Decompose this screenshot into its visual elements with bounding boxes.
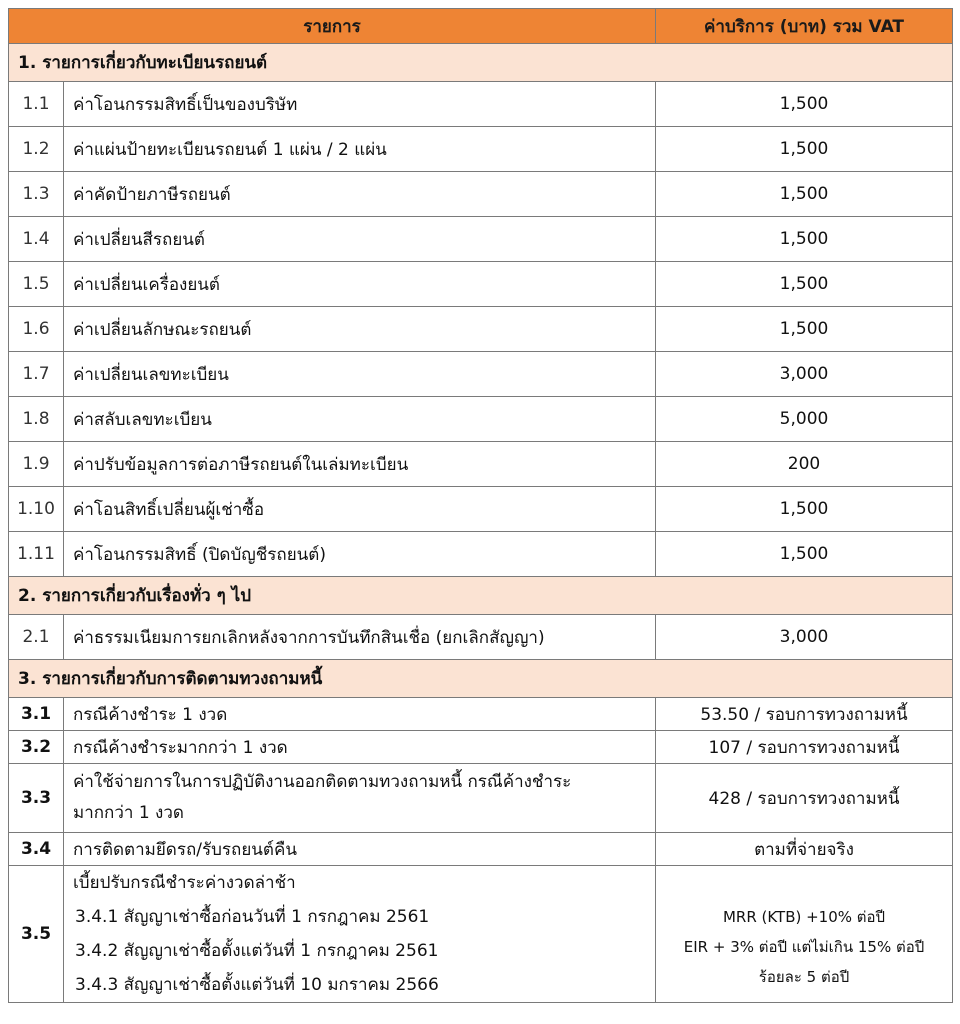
table-row bbox=[9, 307, 953, 352]
table-row bbox=[9, 615, 953, 660]
table-row bbox=[9, 764, 953, 833]
row-item: กรณีค้างชำระมากกว่า 1 งวด bbox=[64, 731, 656, 764]
row-item: ค่าเปลี่ยนลักษณะรถยนต์ bbox=[64, 307, 656, 352]
row-item: ค่าคัดป้ายภาษีรถยนต์ bbox=[64, 172, 656, 217]
row-item: ค่าแผ่นป้ายทะเบียนรถยนต์ 1 แผ่น / 2 แผ่น bbox=[64, 127, 656, 172]
row-item: ค่าโอนสิทธิ์เปลี่ยนผู้เช่าซื้อ bbox=[64, 487, 656, 532]
row-item-line: มากกว่า 1 งวด bbox=[73, 803, 184, 823]
row-fee: 3,000 bbox=[656, 352, 953, 397]
row-item: ค่าเปลี่ยนเลขทะเบียน bbox=[64, 352, 656, 397]
row-number: 3.2 bbox=[9, 731, 64, 764]
row-fee: 1,500 bbox=[656, 217, 953, 262]
row-number: 1.6 bbox=[9, 307, 64, 352]
section-row bbox=[9, 577, 953, 615]
row-fee: 1,500 bbox=[656, 172, 953, 217]
header-item: รายการ bbox=[9, 9, 656, 44]
table-row bbox=[9, 731, 953, 764]
row-fee: 3,000 bbox=[656, 615, 953, 660]
table-row bbox=[9, 397, 953, 442]
table-row bbox=[9, 82, 953, 127]
fee-table bbox=[8, 8, 953, 1003]
table-row bbox=[9, 172, 953, 217]
row-number: 1.1 bbox=[9, 82, 64, 127]
row-item: การติดตามยึดรถ/รับรถยนต์คืน bbox=[64, 833, 656, 866]
row-fee: 1,500 bbox=[656, 127, 953, 172]
section-row bbox=[9, 44, 953, 82]
row-number: 3.4 bbox=[9, 833, 64, 866]
row-fee: 428 / รอบการทวงถามหนี้ bbox=[656, 764, 953, 833]
row-item: กรณีค้างชำระ 1 งวด bbox=[64, 698, 656, 731]
row-fee bbox=[656, 866, 953, 1003]
table-row bbox=[9, 217, 953, 262]
row-number: 1.2 bbox=[9, 127, 64, 172]
table-row bbox=[9, 262, 953, 307]
row-item: ค่าธรรมเนียมการยกเลิกหลังจากการบันทึกสินเชื่อ (ยกเลิกสัญญา) bbox=[64, 615, 656, 660]
row-number: 1.5 bbox=[9, 262, 64, 307]
fee-line: MRR (KTB) +10% ต่อปี bbox=[722, 908, 886, 926]
table-header-row bbox=[9, 9, 953, 44]
row-fee: 200 bbox=[656, 442, 953, 487]
row-fee: 53.50 / รอบการทวงถามหนี้ bbox=[656, 698, 953, 731]
row-number: 1.7 bbox=[9, 352, 64, 397]
row-item: ค่าปรับข้อมูลการต่อภาษีรถยนต์ในเล่มทะเบียน bbox=[64, 442, 656, 487]
fee-line: EIR + 3% ต่อปี แต่ไม่เกิน 15% ต่อปี bbox=[683, 938, 925, 956]
section-title: 1. รายการเกี่ยวกับทะเบียนรถยนต์ bbox=[9, 44, 953, 82]
row-number: 1.10 bbox=[9, 487, 64, 532]
row-fee: 1,500 bbox=[656, 487, 953, 532]
table-row bbox=[9, 352, 953, 397]
row-item: ค่าเปลี่ยนสีรถยนต์ bbox=[64, 217, 656, 262]
fee-table-container bbox=[8, 8, 952, 1003]
row-fee: 107 / รอบการทวงถามหนี้ bbox=[656, 731, 953, 764]
sub-item: 3.4.2 สัญญาเช่าซื้อตั้งแต่วันที่ 1 กรกฎาคม 2561 bbox=[75, 941, 439, 961]
row-item: ค่าโอนกรรมสิทธิ์ (ปิดบัญชีรถยนต์) bbox=[64, 532, 656, 577]
row-item-title: เบี้ยปรับกรณีชำระค่างวดล่าช้า bbox=[73, 873, 296, 893]
table-row bbox=[9, 698, 953, 731]
row-number: 1.4 bbox=[9, 217, 64, 262]
table-row bbox=[9, 487, 953, 532]
row-number: 1.3 bbox=[9, 172, 64, 217]
sub-item: 3.4.1 สัญญาเช่าซื้อก่อนวันที่ 1 กรกฎาคม 2561 bbox=[75, 907, 430, 927]
table-row bbox=[9, 442, 953, 487]
row-fee: 1,500 bbox=[656, 82, 953, 127]
section-row bbox=[9, 660, 953, 698]
row-number: 3.3 bbox=[9, 764, 64, 833]
section-title: 2. รายการเกี่ยวกับเรื่องทั่ว ๆ ไป bbox=[9, 577, 953, 615]
row-item bbox=[64, 764, 656, 833]
row-number: 3.5 bbox=[9, 866, 64, 1003]
row-item: ค่าโอนกรรมสิทธิ์เป็นของบริษัท bbox=[64, 82, 656, 127]
table-row bbox=[9, 127, 953, 172]
table-row bbox=[9, 866, 953, 1003]
row-fee: 5,000 bbox=[656, 397, 953, 442]
row-item-line: ค่าใช้จ่ายการในการปฏิบัติงานออกติดตามทวงถามหนี้ กรณีค้างชำระ bbox=[73, 772, 572, 792]
table-row bbox=[9, 532, 953, 577]
row-number: 1.8 bbox=[9, 397, 64, 442]
row-number: 3.1 bbox=[9, 698, 64, 731]
header-fee: ค่าบริการ (บาท) รวม VAT bbox=[656, 9, 953, 44]
row-fee: 1,500 bbox=[656, 307, 953, 352]
section1-body bbox=[9, 82, 953, 577]
row-item: ค่าเปลี่ยนเครื่องยนต์ bbox=[64, 262, 656, 307]
table-row bbox=[9, 833, 953, 866]
row-fee: 1,500 bbox=[656, 532, 953, 577]
row-number: 1.9 bbox=[9, 442, 64, 487]
sub-item: 3.4.3 สัญญาเช่าซื้อตั้งแต่วันที่ 10 มกราคม 2566 bbox=[75, 975, 439, 995]
row-fee: ตามที่จ่ายจริง bbox=[656, 833, 953, 866]
row-item bbox=[64, 866, 656, 1003]
row-number: 2.1 bbox=[9, 615, 64, 660]
section-title: 3. รายการเกี่ยวกับการติดตามทวงถามหนี้ bbox=[9, 660, 953, 698]
row-item: ค่าสลับเลขทะเบียน bbox=[64, 397, 656, 442]
row-number: 1.11 bbox=[9, 532, 64, 577]
fee-line: ร้อยละ 5 ต่อปี bbox=[758, 968, 850, 986]
row-fee: 1,500 bbox=[656, 262, 953, 307]
